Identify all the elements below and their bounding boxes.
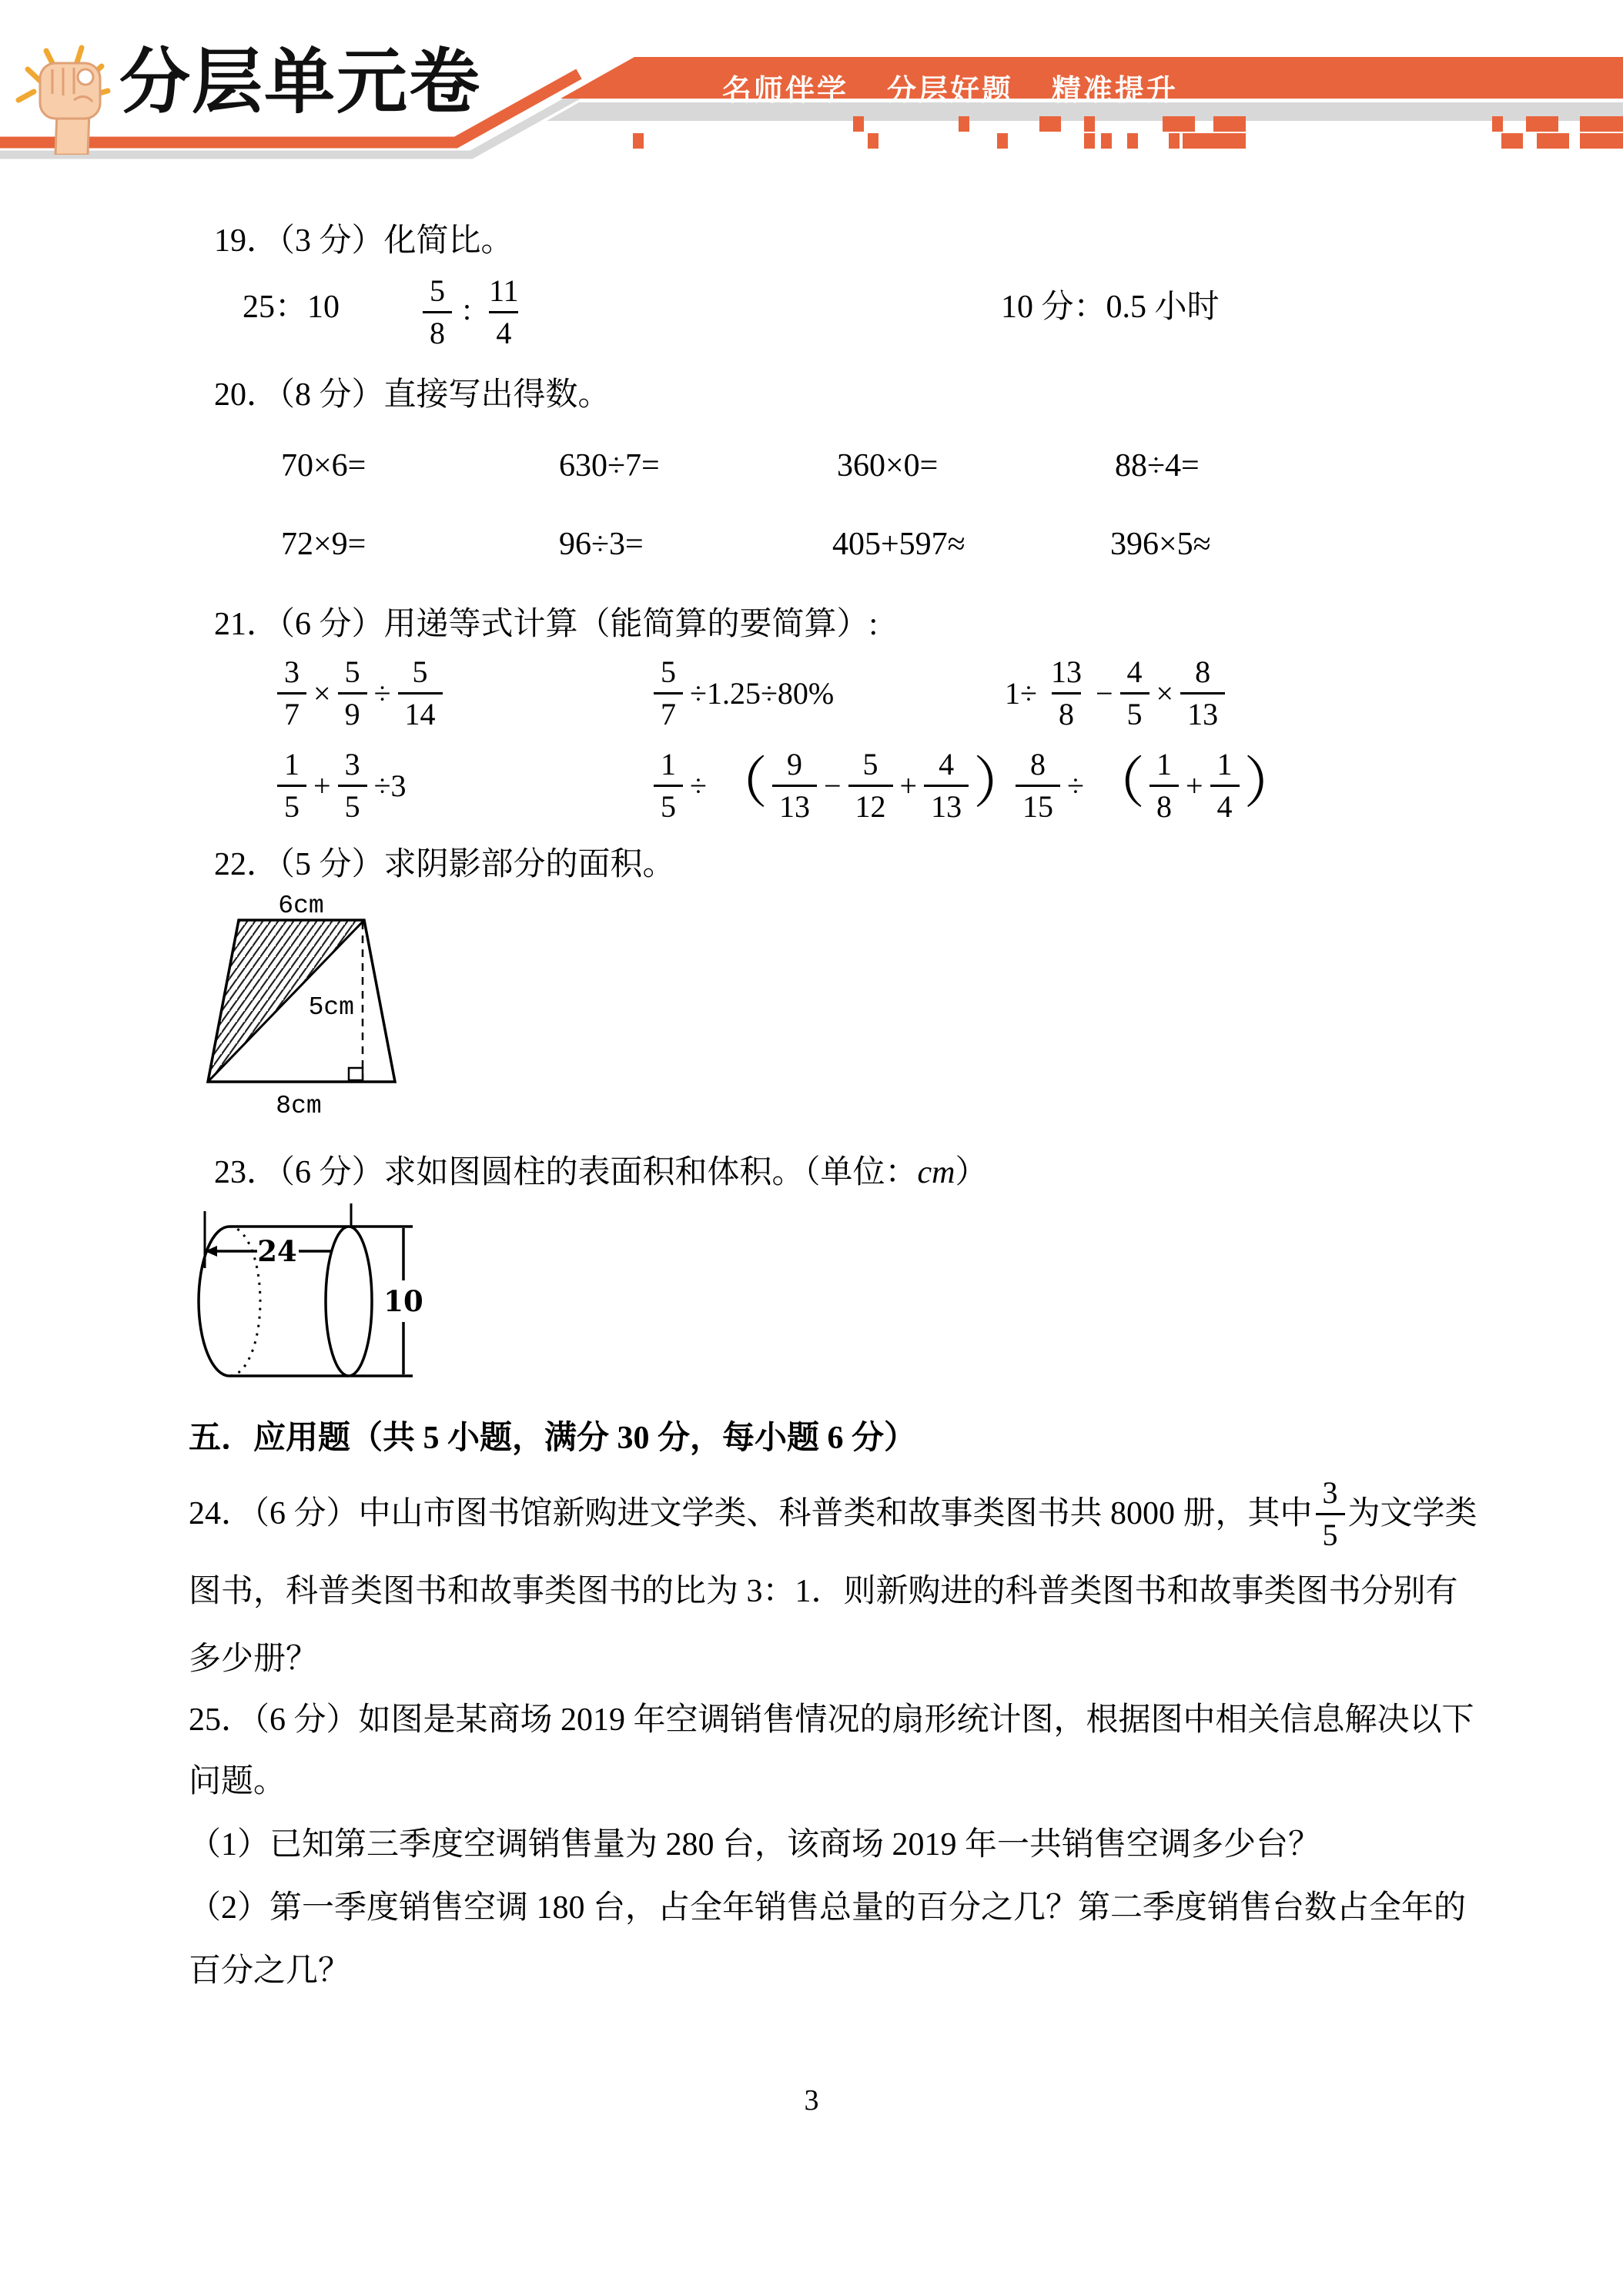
dash-decoration xyxy=(1548,116,1558,132)
dash-decoration xyxy=(1235,133,1246,149)
q21-expression-2 xyxy=(651,645,838,741)
q20-cell: 88÷4= xyxy=(1115,448,1200,484)
trapezoid-height-label: 5cm xyxy=(308,993,354,1022)
q25-sub2-line1: （2）第一季度销售空调 180 台，占全年销售总量的百分之几？第二季度销售台数占全年的 xyxy=(189,1890,1467,1926)
operator: ÷3 xyxy=(373,768,407,803)
dash-decoration xyxy=(1084,116,1095,132)
q24-line1-post: 为文学类 xyxy=(1347,1496,1477,1531)
parenthesis: ） xyxy=(973,753,1029,815)
q25-line2: 问题。 xyxy=(189,1764,286,1799)
dash-decoration xyxy=(1084,133,1095,149)
dash-decoration xyxy=(1127,133,1138,149)
dash-decoration xyxy=(1612,116,1623,132)
dash-decoration xyxy=(1591,116,1601,132)
dash-decoration xyxy=(1492,116,1503,132)
q23-unit: cm xyxy=(917,1155,955,1190)
dash-decoration xyxy=(1039,116,1050,132)
fraction: $\frac{4}{5}$ xyxy=(1120,657,1149,730)
slogan-word: 精准提升 xyxy=(1052,73,1179,107)
q19-item-c: 10 分：0.5 小时 xyxy=(1001,290,1220,325)
q25-sub2-line2: 百分之几？ xyxy=(189,1953,351,1989)
dash-decoration xyxy=(1580,116,1591,132)
q25-line1: 25．（6 分）如图是某商场 2019 年空调销售情况的扇形统计图，根据图中相关信息解决以下 xyxy=(189,1702,1474,1738)
dash-decoration xyxy=(959,116,969,132)
dash-decoration xyxy=(1203,133,1213,149)
operator: ÷ xyxy=(690,768,707,803)
slogan-word: 分层好题 xyxy=(887,73,1014,107)
dash-decoration xyxy=(1183,133,1193,149)
dash-decoration xyxy=(1213,133,1224,149)
fraction: $\frac{13}{8}$ xyxy=(1050,654,1082,731)
dash-decoration xyxy=(1169,133,1180,149)
parenthesis: （ xyxy=(1089,753,1145,815)
q21-expression-3 xyxy=(1001,645,1228,741)
q24-line1 xyxy=(189,1464,1477,1563)
right-angle-mark xyxy=(349,1068,363,1080)
fraction: $\frac{5}{14}$ xyxy=(398,657,443,730)
dash-decoration xyxy=(1163,116,1173,132)
q21-expression-1 xyxy=(274,645,446,741)
left-ellipse-far-arc xyxy=(229,1227,260,1376)
section5-heading: 五．应用题（共 5 小题，满分 30 分，每小题 6 分） xyxy=(189,1421,917,1456)
q19-title: 19．（3 分）化简比。 xyxy=(214,223,514,259)
q20-cell: 630÷7= xyxy=(559,448,660,484)
fraction: $\frac{4}{13}$ xyxy=(924,749,969,822)
operator: ÷ xyxy=(1067,768,1084,803)
dash-decoration xyxy=(1512,133,1523,149)
q20-title: 20．（8 分）直接写出得数。 xyxy=(214,377,611,413)
operator: : xyxy=(463,291,472,326)
q24-line1-pre: 24．（6 分）中山市图书馆新购进文学类、科普类和故事类图书共 8000 册，其中 xyxy=(189,1496,1313,1531)
dash-decoration xyxy=(633,133,644,149)
q20-cell: 396×5≈ xyxy=(1110,527,1211,562)
dash-decoration xyxy=(1580,133,1591,149)
dash-decoration xyxy=(1184,116,1195,132)
dash-decoration xyxy=(868,133,878,149)
operator: × xyxy=(1156,675,1174,711)
fraction: $\frac{3}{5}$ xyxy=(338,749,367,822)
q25-sub1: （1）已知第三季度空调销售量为 280 台，该商场 2019 年一共销售空调多少台？ xyxy=(189,1827,1321,1863)
q20-cell: 72×9= xyxy=(281,527,366,562)
dash-decoration xyxy=(853,116,864,132)
trapezoid-figure xyxy=(191,882,422,1132)
cylinder-diameter-label: 10 xyxy=(383,1284,423,1318)
dash-decoration xyxy=(1224,133,1235,149)
fraction: $\frac{1}{4}$ xyxy=(1210,749,1240,822)
q21-expression-5 xyxy=(651,738,1030,833)
operator: ÷1.25÷80% xyxy=(690,675,835,711)
dash-decoration xyxy=(1050,116,1061,132)
q20-cell: 405+597≈ xyxy=(832,527,965,562)
dash-decoration xyxy=(1526,116,1537,132)
dash-decoration xyxy=(1235,116,1246,132)
q20-cell: 70×6= xyxy=(281,448,366,484)
logo-title: 分层单元卷 xyxy=(119,41,482,123)
banner-slogan xyxy=(722,66,1178,109)
dash-decoration xyxy=(1558,133,1569,149)
fraction: $\frac{9}{13}$ xyxy=(772,749,817,822)
fraction: $\frac{5}{12}$ xyxy=(848,749,893,822)
fraction: $\frac{1}{8}$ xyxy=(1149,749,1179,822)
dash-decoration xyxy=(1213,116,1224,132)
q23-title-suffix: ） xyxy=(955,1155,988,1190)
operator: + xyxy=(313,768,331,803)
fraction: $\frac{1}{5}$ xyxy=(277,749,306,822)
q24-line3: 多少册？ xyxy=(189,1642,319,1677)
q24-line2: 图书，科普类图书和故事类图书的比为 3：1．则新购进的科普类图书和故事类图书分别有 xyxy=(189,1574,1458,1609)
parenthesis: （ xyxy=(711,753,768,815)
dash-decoration xyxy=(1501,133,1512,149)
operator: 1÷ xyxy=(1005,675,1037,711)
fraction: $\frac{3}{7}$ xyxy=(277,657,306,730)
q23-title-prefix: 23．（6 分）求如图圆柱的表面积和体积。（单位： xyxy=(214,1155,918,1190)
q23-title xyxy=(214,1153,988,1192)
fraction: $\frac{3}{5}$ xyxy=(1316,1478,1345,1551)
fraction: $\frac{5}{7}$ xyxy=(654,657,683,730)
operator: + xyxy=(899,768,918,803)
fraction: $\frac{1}{5}$ xyxy=(654,749,683,822)
slogan-word: 名师伴学 xyxy=(722,73,849,107)
q21-expression-6 xyxy=(1012,738,1301,833)
dash-decoration xyxy=(1591,133,1601,149)
cylinder-figure xyxy=(183,1197,437,1397)
q19-item-b-expression xyxy=(420,266,529,358)
fist-icon xyxy=(11,20,115,155)
dash-decoration xyxy=(997,133,1008,149)
cylinder-length-label: 24 xyxy=(257,1234,297,1268)
dash-decoration xyxy=(1101,133,1112,149)
operator: − xyxy=(1095,675,1113,711)
trapezoid-top-label: 6cm xyxy=(278,892,324,920)
dash-decoration xyxy=(1173,116,1184,132)
q20-cell: 96÷3= xyxy=(559,527,644,562)
trapezoid-base-label: 8cm xyxy=(276,1092,322,1120)
fraction: $\frac{5}{9}$ xyxy=(338,657,367,730)
operator: − xyxy=(823,768,842,803)
dash-decoration xyxy=(1548,133,1558,149)
dash-decoration xyxy=(1612,133,1623,149)
dash-decoration xyxy=(1537,116,1548,132)
operator: + xyxy=(1185,768,1203,803)
dash-decoration xyxy=(1537,133,1548,149)
q21-expression-4 xyxy=(274,738,410,833)
fraction: $\frac{8}{13}$ xyxy=(1180,657,1225,730)
page-number: 3 xyxy=(804,2084,819,2117)
operator: × xyxy=(313,675,331,711)
dash-decoration xyxy=(1601,116,1612,132)
q24-inline-fraction xyxy=(1313,1474,1348,1552)
dash-decoration xyxy=(1224,116,1235,132)
fraction: $\frac{8}{15}$ xyxy=(1016,749,1060,822)
q22-title: 22．（5 分）求阴影部分的面积。 xyxy=(214,847,675,882)
q20-cell: 360×0= xyxy=(837,448,939,484)
dash-decoration xyxy=(1601,133,1612,149)
operator: ÷ xyxy=(373,675,391,711)
right-ellipse xyxy=(326,1227,372,1376)
fraction: $\frac{5}{8}$ xyxy=(423,276,452,349)
q19-item-a: 25：10 xyxy=(243,290,340,325)
fraction: $\frac{11}{4}$ xyxy=(489,273,519,350)
q21-title: 21．（6 分）用递等式计算（能简算的要简算）: xyxy=(214,607,878,642)
parenthesis: ） xyxy=(1243,753,1300,815)
